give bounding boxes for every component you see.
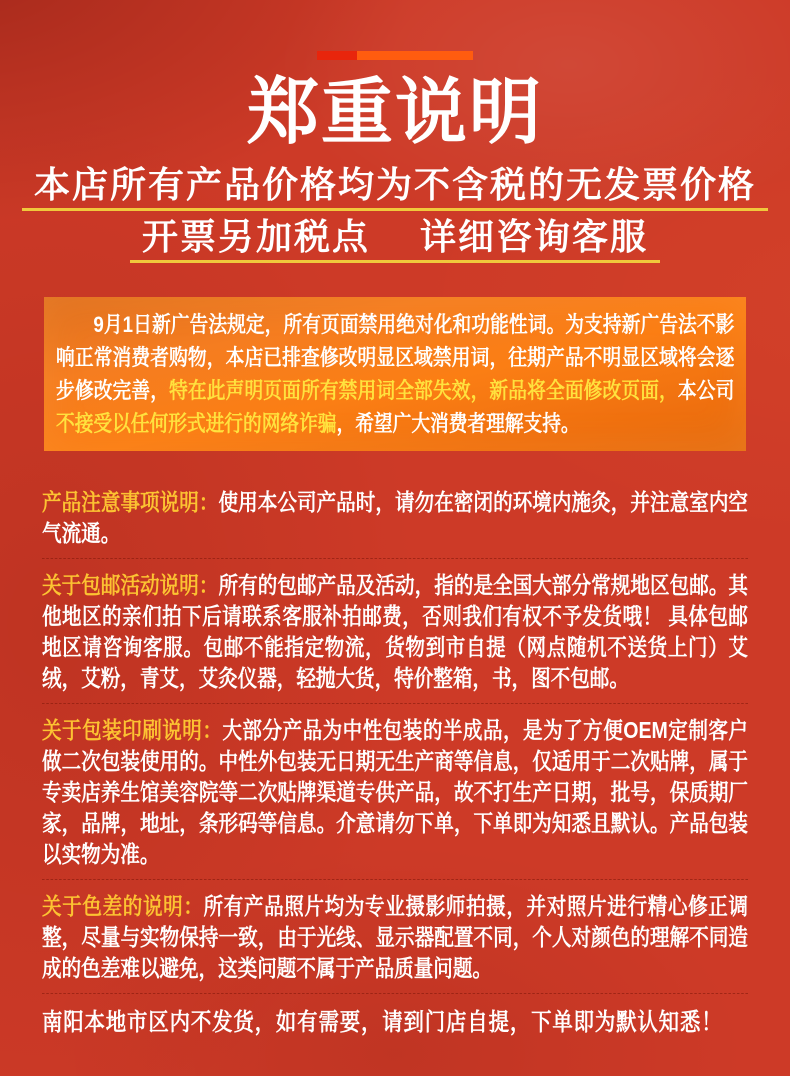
advertising-law-notice-box [44, 297, 746, 451]
paragraph-divider [42, 993, 748, 994]
section-shipping [42, 570, 748, 694]
local-pickup-note: 南阳本地市区内不发货，如有需要，请到门店自提，下单即为默认知悉！ [42, 1009, 723, 1036]
section-color-difference-header: 关于色差的说明： [42, 893, 204, 919]
paragraph-divider [42, 558, 748, 559]
section-product-caution [42, 487, 748, 549]
price-subtitle-line2 [0, 215, 790, 263]
notice-text-segment: 9月1日新广告法规定，所有页面禁用绝对化和功能性词。为支持新广告法不影响正常消费者购物，本店已排查修改明显区域禁用词，往期产品不明显区域将会逐步修改完善， [56, 312, 735, 403]
decoration-bar-left [317, 51, 357, 60]
section-packaging-body: 大部分产品为中性包装的半成品，是为了方便OEM定制客户做二次包装使用的。中性外包装无日期无生产商等信息，仅适用于二次贴牌，属于专卖店养生馆美容院等二次贴牌渠道专供产品，故不打生产日期，批号，保质期厂家，品牌，地址，条形码等信息。介意请勿下单，下单即为知悉且默认。产品包装以实物为准。 [42, 717, 749, 867]
decoration-bar [317, 51, 473, 60]
price-subtitle-line2-text: 开票另加税点 详细咨询客服 [130, 215, 660, 263]
price-subtitle-line1-text: 本店所有产品价格均为不含税的无发票价格 [22, 163, 768, 211]
section-packaging [42, 715, 748, 870]
section-color-difference-body: 所有产品照片均为专业摄影师拍摄，并对照片进行精心修正调整，尽量与实物保持一致，由于光线、显示器配置不同，个人对颜色的理解不同造成的色差难以避免，这类问题不属于产品质量问题。 [42, 893, 749, 981]
section-shipping-body: 所有的包邮产品及活动，指的是全国大部分常规地区包邮。其他地区的亲们拍下后请联系客服补拍邮费，否则我们有权不予发货哦！ 具体包邮地区请咨询客服。包邮不能指定物流，货物到市自提（网点随机不送货上门）艾绒，艾粉，青艾，艾灸仪器，轻抛大货，特价整箱，书，图不包邮。 [42, 572, 749, 691]
price-subtitle-line1 [0, 163, 790, 211]
section-packaging-header: 关于包装印刷说明： [42, 717, 223, 743]
section-product-caution-body: 使用本公司产品时，请勿在密闭的环境内施灸，并注意室内空气流通。 [42, 489, 749, 546]
section-color-difference [42, 891, 748, 984]
notice-text-segment: 本公司 [677, 378, 735, 403]
section-shipping-header: 关于包邮活动说明： [42, 572, 219, 598]
product-notes-section [42, 487, 748, 1040]
notice-text-segment: 不接受以任何形式进行的网络诈骗 [56, 411, 337, 436]
notice-text-segment: 特在此声明页面所有禁用词全部失效，新品将全面修改页面， [169, 378, 678, 403]
advertising-law-notice-text [56, 308, 734, 440]
notice-text-segment: ，希望广大消费者理解支持。 [336, 411, 580, 436]
page-title: 郑重说明 [246, 73, 543, 153]
section-product-caution-header: 产品注意事项说明： [42, 489, 219, 515]
paragraph-divider [42, 879, 748, 880]
paragraph-divider [42, 703, 748, 704]
decoration-bar-right [357, 51, 473, 60]
product-notes-inner [42, 487, 748, 1040]
